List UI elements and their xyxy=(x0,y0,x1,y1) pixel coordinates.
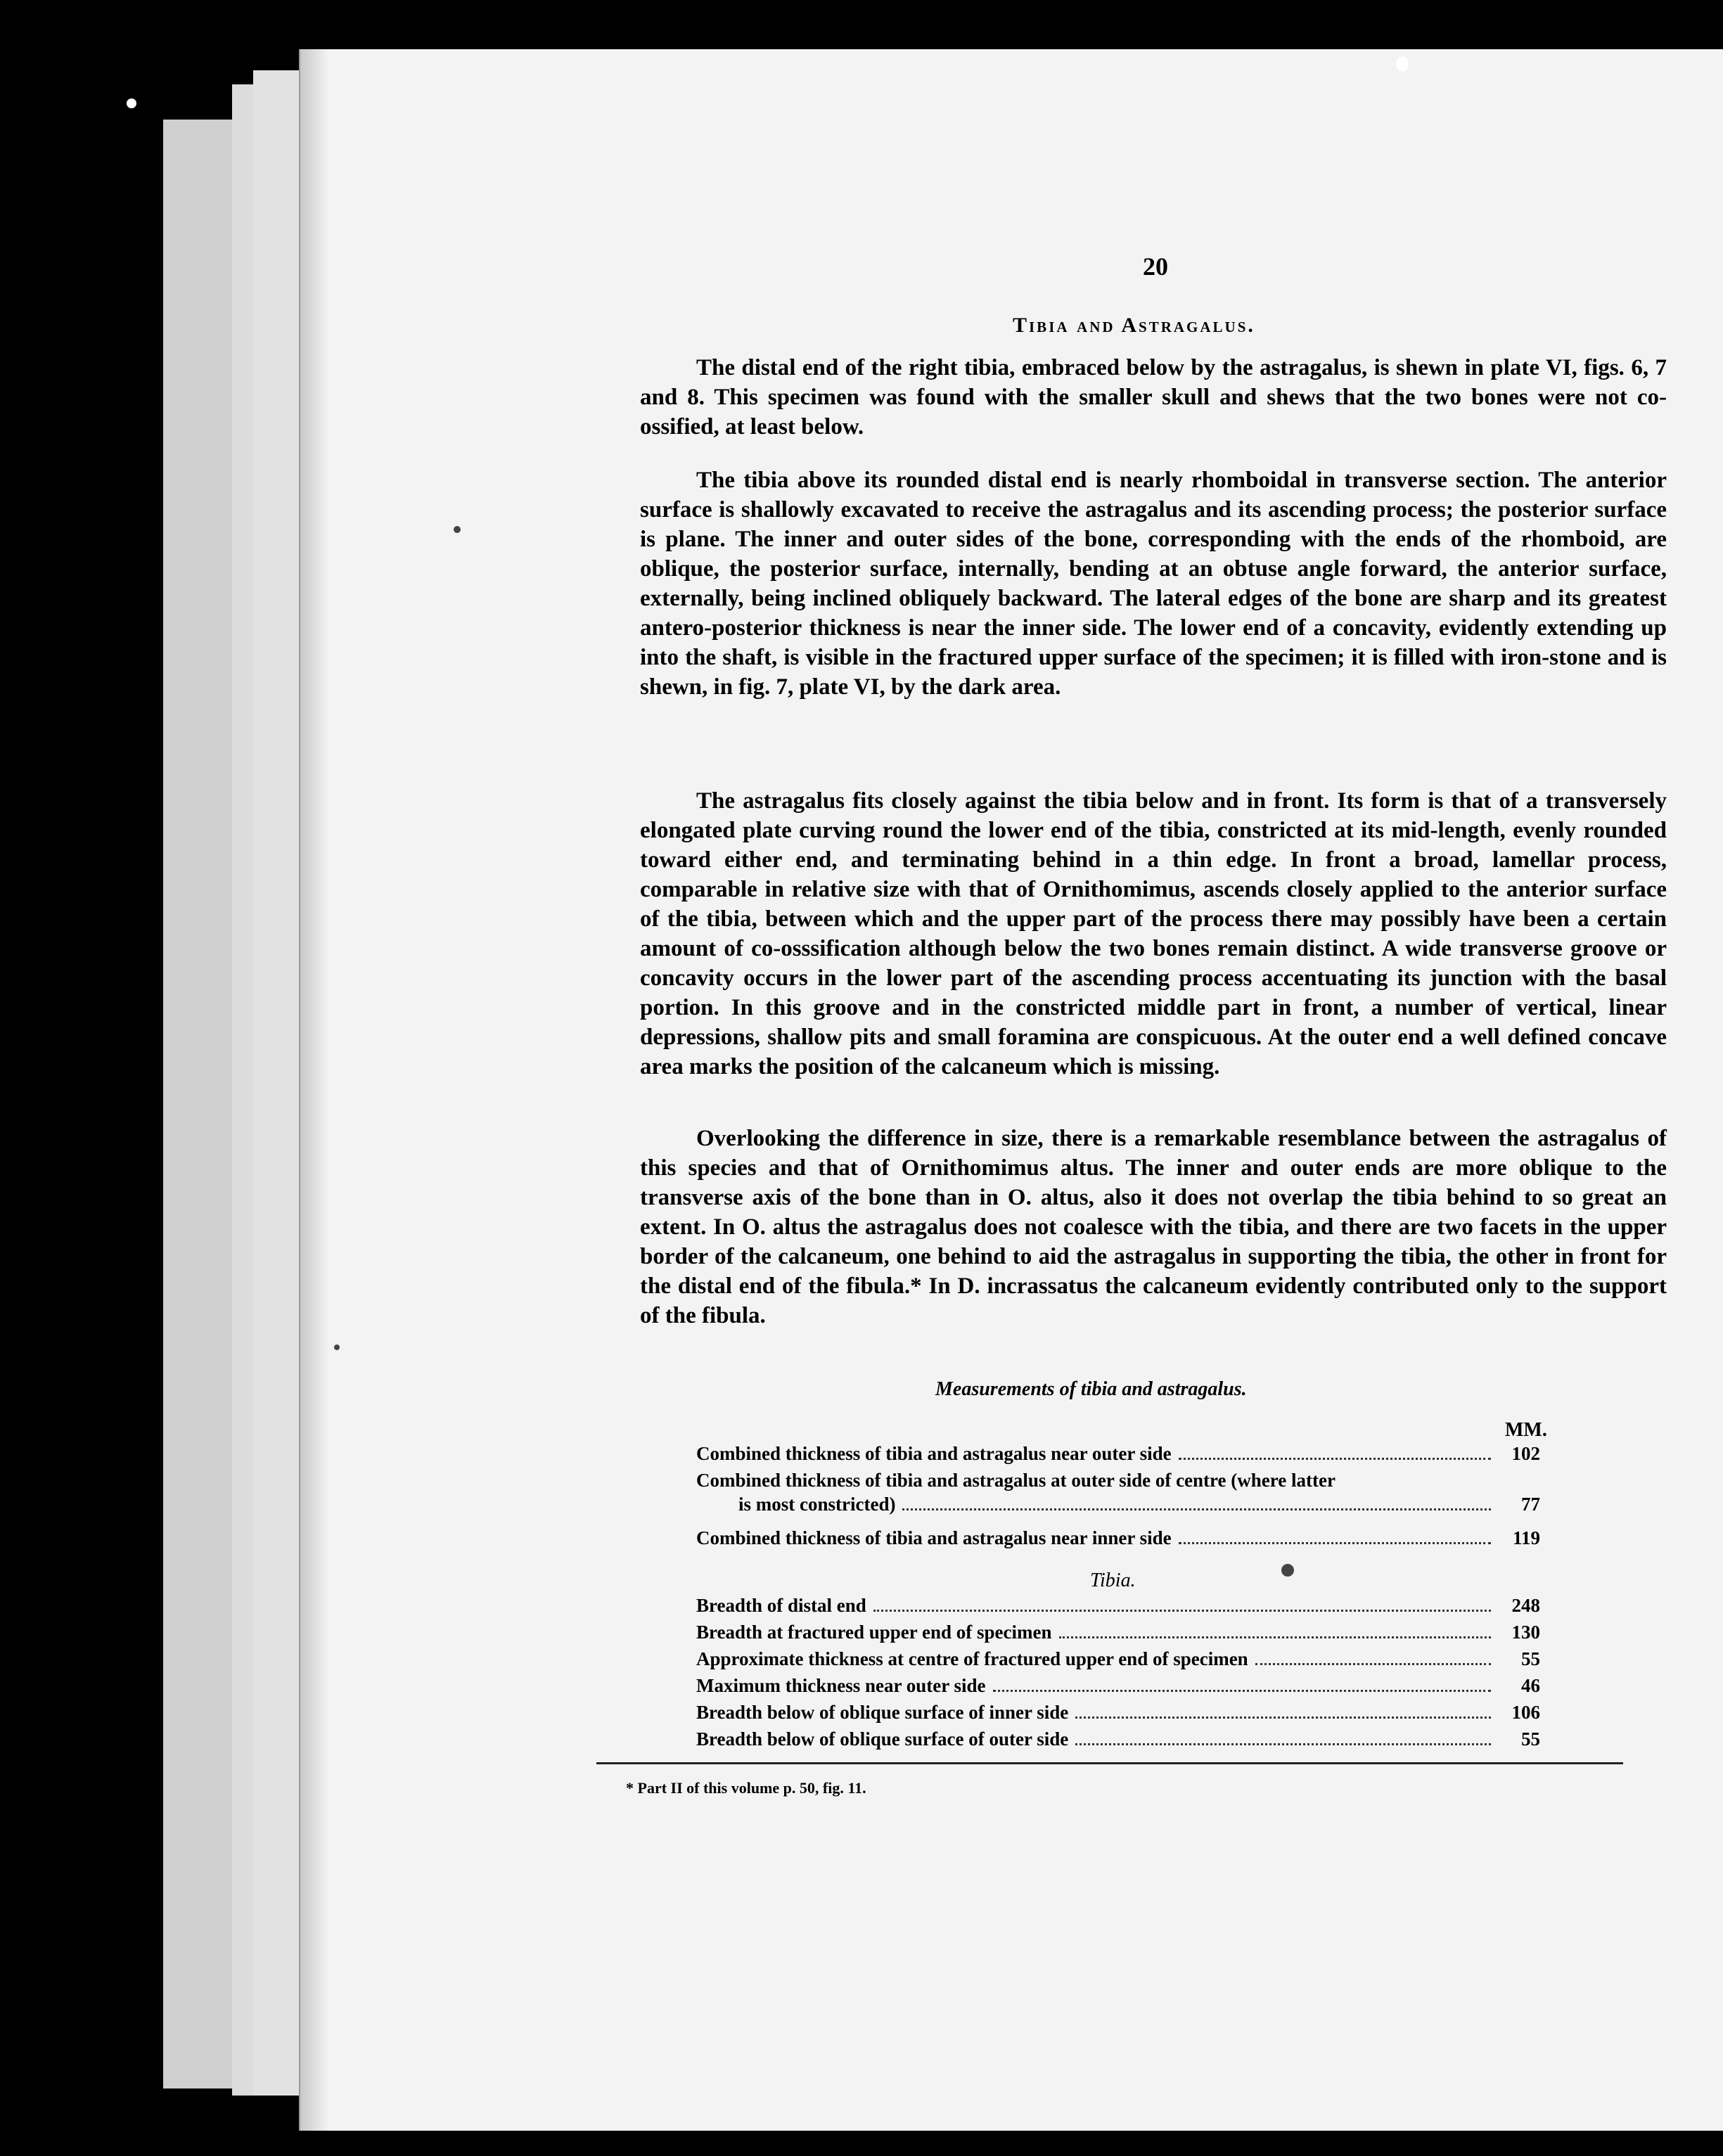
leader-dots xyxy=(1059,1636,1492,1638)
unit-label: MM. xyxy=(1505,1419,1547,1441)
measurement-label: Breadth at fractured upper end of specimen xyxy=(696,1622,1052,1643)
scan-speck xyxy=(334,1345,340,1350)
measurement-label: Maximum thickness near outer side xyxy=(696,1675,986,1696)
measurement-label: Combined thickness of tibia and astragalus near inner side xyxy=(696,1527,1172,1548)
measurement-row xyxy=(696,1700,1540,1724)
measurement-row xyxy=(696,1593,1540,1617)
measurement-value: 55 xyxy=(1521,1648,1540,1669)
leader-dots xyxy=(993,1690,1492,1692)
measurements-title: Measurements of tibia and astragalus. xyxy=(935,1378,1247,1400)
tibia-subtitle: Tibia. xyxy=(1090,1570,1136,1591)
measurement-row xyxy=(696,1468,1540,1516)
measurement-row xyxy=(696,1620,1540,1644)
footnote-rule xyxy=(596,1762,1623,1764)
footnote: * Part II of this volume p. 50, fig. 11. xyxy=(626,1779,866,1797)
measurement-label: Combined thickness of tibia and astragalus near outer side xyxy=(696,1443,1172,1464)
measurement-row xyxy=(696,1442,1540,1465)
paragraph-4: Overlooking the difference in size, there is a remarkable resemblance between the astragalus of this species and that of Ornithomimus altus. The inner and outer ends are more oblique to the transverse axis of the bone than in O. altus, also it does not overlap the tibia behind to so great an extent. In O. altus the astragalus does not coalesce with the tibia, and there are two facets in the upper border of the calcaneum, one behind to aid the astragalus in supporting the tibia, the other in front for the distal end of the fibula.* In D. incrassatus the calcaneum evidently contributed only to the support of the fibula. xyxy=(640,1126,1667,1328)
measurement-value: 102 xyxy=(1511,1443,1540,1464)
leader-dots xyxy=(1179,1542,1491,1544)
leader-dots xyxy=(873,1610,1491,1612)
measurement-row xyxy=(696,1727,1540,1751)
measurement-label: Breadth of distal end xyxy=(696,1595,866,1616)
measurement-value: 119 xyxy=(1512,1527,1540,1548)
measurement-value: 106 xyxy=(1511,1702,1540,1723)
measurement-row xyxy=(696,1647,1540,1671)
scan-speck xyxy=(127,98,136,108)
paragraph-2: The tibia above its rounded distal end is nearly rhomboidal in transverse section. The anterior surface is shallowly excavated to receive the astragalus and its ascending process; the posterior surface is plane. The inner and outer sides of the bone, corresponding with the ends of the rhomboid, are oblique, the posterior surface, internally, bending at an obtuse angle forward, the anterior surface, externally, being inclined obliquely backward. The lateral edges of the bone are sharp and its greatest antero-posterior thickness is near the inner side. The lower end of a concavity, evidently extending up into the shaft, is visible in the fractured upper surface of the specimen; it is filled with iron-stone and is shewn, in fig. 7, plate VI, by the dark area. xyxy=(640,468,1667,700)
paragraph-3: The astragalus fits closely against the tibia below and in front. Its form is that of a transversely elongated plate curving round the lower end of the tibia, constricted at its mid-length, evenly rounded toward either end, and terminating behind in a thin edge. In front a broad, lamellar process, comparable in relative size with that of Ornithomimus, ascends closely applied to the anterior surface of the tibia, between which and the upper part of the process there may possibly have been a certain amount of co-osssification although below the two bones remain distinct. A wide transverse groove or concavity occurs in the lower part of the ascending process accentuating its junction with the basal portion. In this groove and in the constricted middle part in front, a number of vertical, linear depressions, shallow pits and small foramina are conspicuous. At the outer end a well defined concave area marks the position of the calcaneum which is missing. xyxy=(640,788,1667,1079)
leader-dots xyxy=(1255,1663,1491,1665)
measurement-row xyxy=(696,1674,1540,1698)
measurement-label: Breadth below of oblique surface of outer side xyxy=(696,1728,1069,1750)
section-heading: Tibia and Astragalus. xyxy=(1013,314,1255,337)
leader-dots xyxy=(902,1508,1491,1510)
paragraph-1: The distal end of the right tibia, embraced below by the astragalus, is shewn in plate VI, figs. 6, 7 and 8. This specimen was found with the smaller skull and shews that the two bones were not co-ossified, at least below. xyxy=(640,355,1667,439)
measurement-label: Combined thickness of tibia and astragalus at outer side of centre (where latter xyxy=(696,1470,1336,1491)
scan-speck xyxy=(454,526,461,533)
measurement-row xyxy=(696,1526,1540,1550)
measurement-continuation xyxy=(696,1492,1540,1516)
measurement-label-continued: is most constricted) xyxy=(738,1494,896,1515)
leader-dots xyxy=(1075,1743,1491,1745)
measurement-value: 46 xyxy=(1521,1675,1540,1696)
leader-dots xyxy=(1179,1458,1491,1460)
measurement-label: Approximate thickness at centre of fractured upper end of specimen xyxy=(696,1648,1248,1669)
measurement-value: 55 xyxy=(1521,1728,1540,1750)
measurement-value: 77 xyxy=(1521,1494,1540,1515)
scan-speck xyxy=(1281,1564,1294,1577)
scan-speck xyxy=(1396,56,1409,72)
measurement-value: 130 xyxy=(1511,1622,1540,1643)
page-number: 20 xyxy=(1143,252,1168,281)
measurement-value: 248 xyxy=(1511,1595,1540,1616)
measurement-label: Breadth below of oblique surface of inner side xyxy=(696,1702,1069,1723)
leader-dots xyxy=(1075,1717,1491,1719)
